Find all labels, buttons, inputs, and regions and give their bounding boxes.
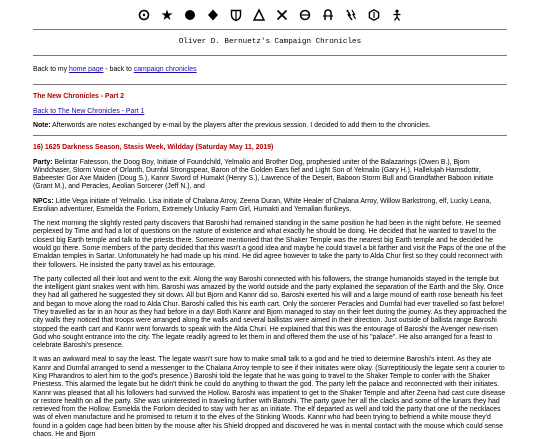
page-title: Oliver D. Bernuetz's Campaign Chronicles: [178, 38, 362, 46]
section-intro: [0, 93, 540, 130]
rune-glyph-bar: [0, 7, 540, 23]
sun-circle-glyph-icon: [138, 9, 150, 21]
section-divider: [33, 135, 507, 136]
note-text: Afterwords are notes exchanged by e-mail by the players after the previous session. I decided to add them to the chronicles.: [50, 121, 431, 129]
hexagon-glyph-icon: [368, 9, 380, 21]
party-text: Belintar Fatesson, the Doog Boy, Initiate of Foundchild, Yelmalio and Brother Dog, prophesied uniter of the Balazarings (Owen B.), Bjorn Windchaser, Storm Voice of Orlanth, Durnfal Strongspear, Baron of the Golden Ears fief and Light Son of Yelmalio (Gary H.), Hallelujah Hamsdottir, Babeester Gor Axe Maiden (Doug S.), Kannr Sword of Humakt (Henry S.), Lawrence of the Desert, Baboon Storm Bull and Grandfather Baboon initiate (Grant M.), and Peracles, Aeolian Sorcerer (Jeff N.), and: [33, 158, 494, 191]
session-entry: [0, 144, 540, 439]
nav-prefix: Back to my: [33, 66, 69, 74]
filled-circle-glyph-icon: [184, 9, 196, 21]
diamond-glyph-icon: [207, 9, 219, 21]
note-label: Note:: [33, 121, 51, 129]
story-paragraph: The next morning the slightly rested party discovers that Baroshi had remained standing in the same position he had been in the night before. He seemed perplexed by Time and had a lot of questions on the nature of existence and what exactly he should be doing. He decided that he wanted to travel to the closest big Earth temple and talk to the priests there. Someone mentioned that the Shaker Temple was the nearest big Earth temple and he decided he would go there. Some members of the party decided that this wasn't a good idea and maybe he could travel a bit farther and visit the Paps of the one of the Ernaldan temples in Sartar. Unfortunately he had made up his mind. He did agree however to take the party to Alda Chur first so they could reconnect with their followers. He insisted the party travel as his entourage.: [33, 220, 506, 269]
figure-glyph-icon: [391, 9, 403, 21]
star-glyph-icon: [161, 9, 173, 21]
campaign-chronicles-link[interactable]: campaign chronicles: [133, 66, 197, 74]
npc-paragraph: [33, 198, 507, 215]
main-content: [0, 66, 540, 74]
npc-text: Little Vega initiate of Yelmalio. Lisa initiate of Chalana Arroy, Zeena Duran, White Healer of Chalana Arroy, Willow Barkstrong, elf, Lucky Leana, Esrolian adventurer, Esmelda the Forlorn, Extremely Unlucky Farm Girl, Humakti and Yemalian flunkeys.: [33, 197, 492, 213]
nav-middle: - back to: [103, 66, 134, 74]
session-title: 16) 1625 Darkness Season, Stasis Week, Wildday (Saturday May 11, 2019): [33, 144, 274, 152]
back-to-part1-link[interactable]: Back to The New Chronicles - Part 1: [33, 107, 145, 115]
header-divider: [33, 29, 507, 30]
party-paragraph: [33, 159, 507, 192]
npc-label: NPCs:: [33, 197, 54, 205]
disc-glyph-icon: [299, 9, 311, 21]
loop-glyph-icon: [322, 9, 334, 21]
lightning-glyph-icon: [345, 9, 357, 21]
story-paragraph: The party collected all their loot and went to the exit. Along the way Baroshi connected with his followers, the strange humanoids stayed in the temple but the intelligent giant snakes went with him. Baroshi was amazed by the world outside and the party explained the separation of the Earth and the Sky. Once they had all gathered he suggested they sit down. All but Bjorn and Kannr did so. Baroshi exerted his will and a large mound of earth rose beneath his feet and began to move along the road to Alda Chur. Baroshi called this his earth cart. Only the sorcerer Peracles and Durnfal had ever travelled so fast before! They travelled as far in an hour as they had before in a day! Both Kannr and Bjorn managed to stay on their feet during the journey. As they approached the city walls they noticed that troops were arranged along the walls and several ballistas were aimed in their direction. Just outside of ballista range Baroshi stopped the earth cart and Kannr went forwards to speak with the Alda Churi. He explained that this was the entourage of Baroshi the Avenger new-risen God who sought entrance into the city. The legate readily agreed to let them in and offered them the use of his "palace". He also arranged for a feast to celebrate Baroshi's presence.: [33, 275, 507, 350]
party-label: Party:: [33, 158, 53, 166]
triangle-glyph-icon: [253, 9, 265, 21]
home-page-link[interactable]: home page: [69, 66, 104, 74]
x-glyph-icon: [276, 9, 288, 21]
title-divider: [33, 55, 507, 56]
story-paragraph: It was an awkward meal to say the least. The legate wasn't sure how to make small talk to a god and he tried to determine Baroshi's intent. As they ate Kannr and Durnfal arranged to send a messenger to the Chalana Arroy temple to see if their initiates were okay. (Surreptitiously the legate sent a courier to King Pharandros to alert him to the god's presence.) Baroshi told the legate that he was going to travel to the Shaker Temple to confer with the Shaker Priestess. This alarmed the legate but he didn't think he could do anything to thwart the god. The party left the palace and reconnected with their initiates. Kannr was pleased that all his followers had survived the Hollow. Baroshi was impatient to get to the Shaker Temple and after Zeena had cast cure disease or restore health on all the party. She was uninterested in traveling further with Baroshi. The party gave her all the clacks and some of the lunars they had retrieved from the Hollow. Esmelda the Forlorn decided to stay with her as an initiate. The elf departed as well and told the party that one of the necklaces was of elven manufacture and he promised to return it to the elves of the Stinking Woods. Kannr who had been trying to befriend a white mouse they'd found in a golden cage had been bitten by the mouse after his Shield dropped and discovered he was in mental contact with the mouse which could sense chaos. He and Bjorn: [33, 356, 506, 438]
nav-divider: [33, 84, 507, 85]
page: [0, 7, 540, 438]
back-navigation: [33, 66, 507, 74]
section-title: The New Chronicles - Part 2: [33, 93, 125, 101]
shield-glyph-icon: [230, 9, 242, 21]
